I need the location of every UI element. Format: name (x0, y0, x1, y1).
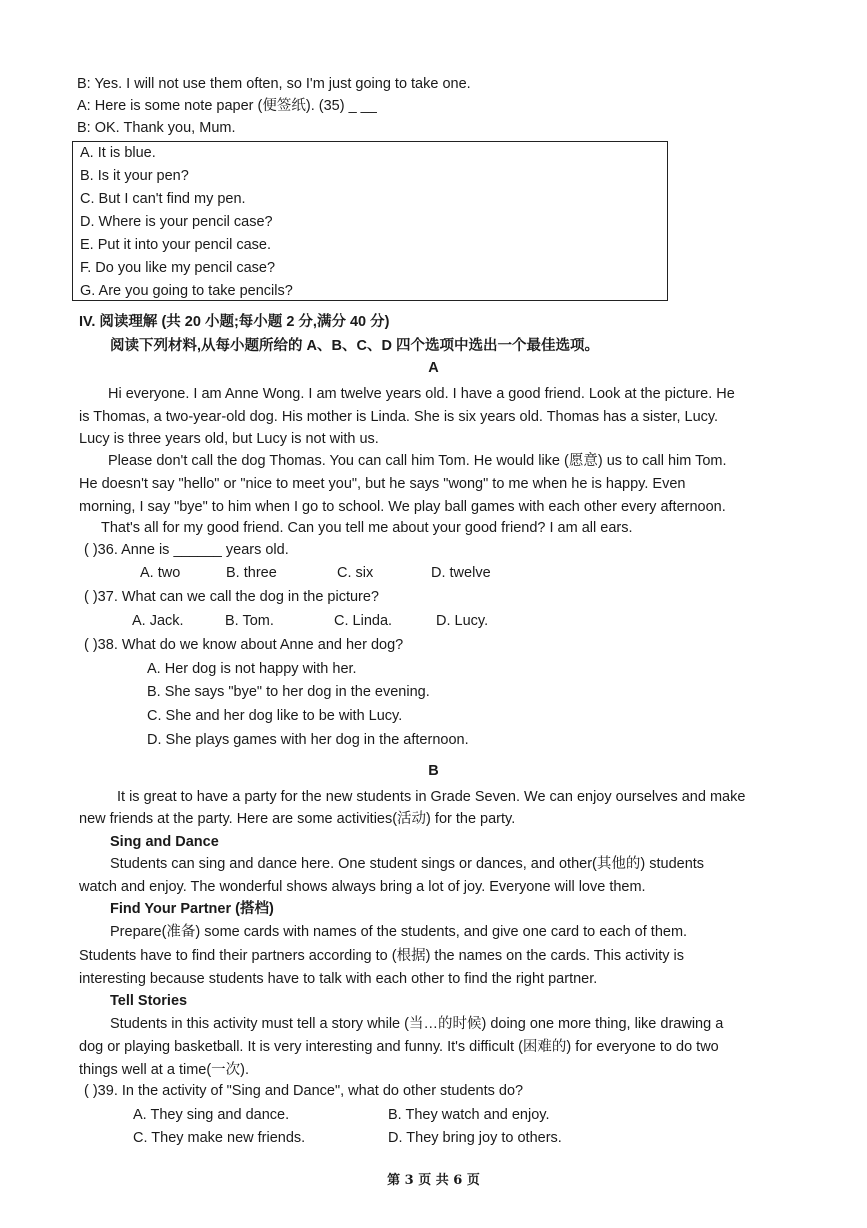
option-c: C. But I can't find my pen. (80, 191, 246, 207)
question-36-choice-a: A. two (140, 565, 181, 581)
dialogue-line-1: B: Yes. I will not use them often, so I'm just going to take one. (77, 76, 471, 92)
question-39-choice-a: A. They sing and dance. (133, 1107, 290, 1123)
passage-a-line: He doesn't say "hello" or "nice to meet you", but he says "wong" to me when he is happy. Even (79, 476, 686, 492)
option-b: B. Is it your pen? (80, 168, 189, 184)
passage-a-line: Please don't call the dog Thomas. You can call him Tom. He would like (愿意) us to call him Tom. (108, 453, 727, 469)
option-g: G. Are you going to take pencils? (80, 283, 293, 299)
activity-line: watch and enjoy. The wonderful shows always bring a lot of joy. Everyone will love them. (79, 879, 646, 895)
activity-line: Prepare(准备) some cards with names of the students, and give one card to each of them. (110, 924, 688, 940)
option-d: D. Where is your pencil case? (80, 214, 273, 230)
page-footer: 第 3 页 共 6 页 (387, 1173, 480, 1188)
question-38-choice-d: D. She plays games with her dog in the afternoon. (147, 732, 469, 748)
activity-line: Students have to find their partners according to (根据) the names on the cards. This activity is (79, 948, 684, 964)
question-37-choice-d: D. Lucy. (436, 613, 489, 629)
activity-title-sing-and-dance: Sing and Dance (110, 834, 219, 850)
question-36-choice-b: B. three (226, 565, 277, 581)
question-36-choice-c: C. six (337, 565, 374, 581)
question-39-choice-c: C. They make new friends. (133, 1130, 306, 1146)
dialogue-line-2: A: Here is some note paper (便签纸). (35) _ __ (77, 98, 377, 114)
question-38-choice-a: A. Her dog is not happy with her. (147, 661, 357, 677)
question-38-choice-b: B. She says "bye" to her dog in the evening. (147, 684, 430, 700)
option-e: E. Put it into your pencil case. (80, 237, 272, 253)
activity-line: Students can sing and dance here. One student sings or dances, and other(其他的) students (110, 856, 705, 872)
passage-a-line: That's all for my good friend. Can you tell me about your good friend? I am all ears. (101, 520, 633, 536)
passage-a-line: Hi everyone. I am Anne Wong. I am twelve years old. I have a good friend. Look at the picture. He (108, 386, 735, 402)
question-36-stem: ( )36. Anne is ______ years old. (84, 542, 289, 558)
question-37-choice-a: A. Jack. (132, 613, 184, 629)
passage-b-label: B (428, 763, 439, 779)
dialogue-line-3: B: OK. Thank you, Mum. (77, 120, 236, 136)
passage-b-intro-line: It is great to have a party for the new students in Grade Seven. We can enjoy ourselves and make (117, 789, 746, 805)
question-37-choice-b: B. Tom. (225, 613, 274, 629)
activity-line: things well at a time(一次). (79, 1062, 250, 1078)
passage-a-label: A (428, 360, 439, 376)
question-38-choice-c: C. She and her dog like to be with Lucy. (147, 708, 403, 724)
question-39-choice-d: D. They bring joy to others. (388, 1130, 562, 1146)
activity-line: dog or playing basketball. It is very interesting and funny. It's difficult (困难的) for everyone to do two (79, 1039, 719, 1055)
passage-a-line: Lucy is three years old, but Lucy is not with us. (79, 431, 379, 447)
passage-a-line: is Thomas, a two-year-old dog. His mother is Linda. She is six years old. Thomas has a sister, Lucy. (79, 409, 719, 425)
question-36-choice-d: D. twelve (431, 565, 491, 581)
activity-line: interesting because students have to talk with each other to find the right partner. (79, 971, 598, 987)
section-heading: IV. 阅读理解 (共 20 小题;每小题 2 分,满分 40 分) (79, 314, 390, 330)
activity-title-find-your-partner: Find Your Partner (搭档) (110, 901, 274, 917)
passage-b-intro-line: new friends at the party. Here are some activities(活动) for the party. (79, 811, 516, 827)
section-instruction: 阅读下列材料,从每小题所给的 A、B、C、D 四个选项中选出一个最佳选项。 (110, 338, 599, 354)
question-39-stem: ( )39. In the activity of "Sing and Dance", what do other students do? (84, 1083, 524, 1099)
question-37-stem: ( )37. What can we call the dog in the picture? (84, 589, 379, 605)
passage-a-line: morning, I say "bye" to him when I go to school. We play ball games with each other every afternoon. (79, 499, 726, 515)
option-a: A. It is blue. (80, 145, 156, 161)
question-38-stem: ( )38. What do we know about Anne and her dog? (84, 637, 404, 653)
activity-title-tell-stories: Tell Stories (110, 993, 188, 1009)
question-39-choice-b: B. They watch and enjoy. (388, 1107, 550, 1123)
question-37-choice-c: C. Linda. (334, 613, 393, 629)
activity-line: Students in this activity must tell a story while (当…的时候) doing one more thing, like drawing a (110, 1016, 724, 1032)
option-f: F. Do you like my pencil case? (80, 260, 276, 276)
